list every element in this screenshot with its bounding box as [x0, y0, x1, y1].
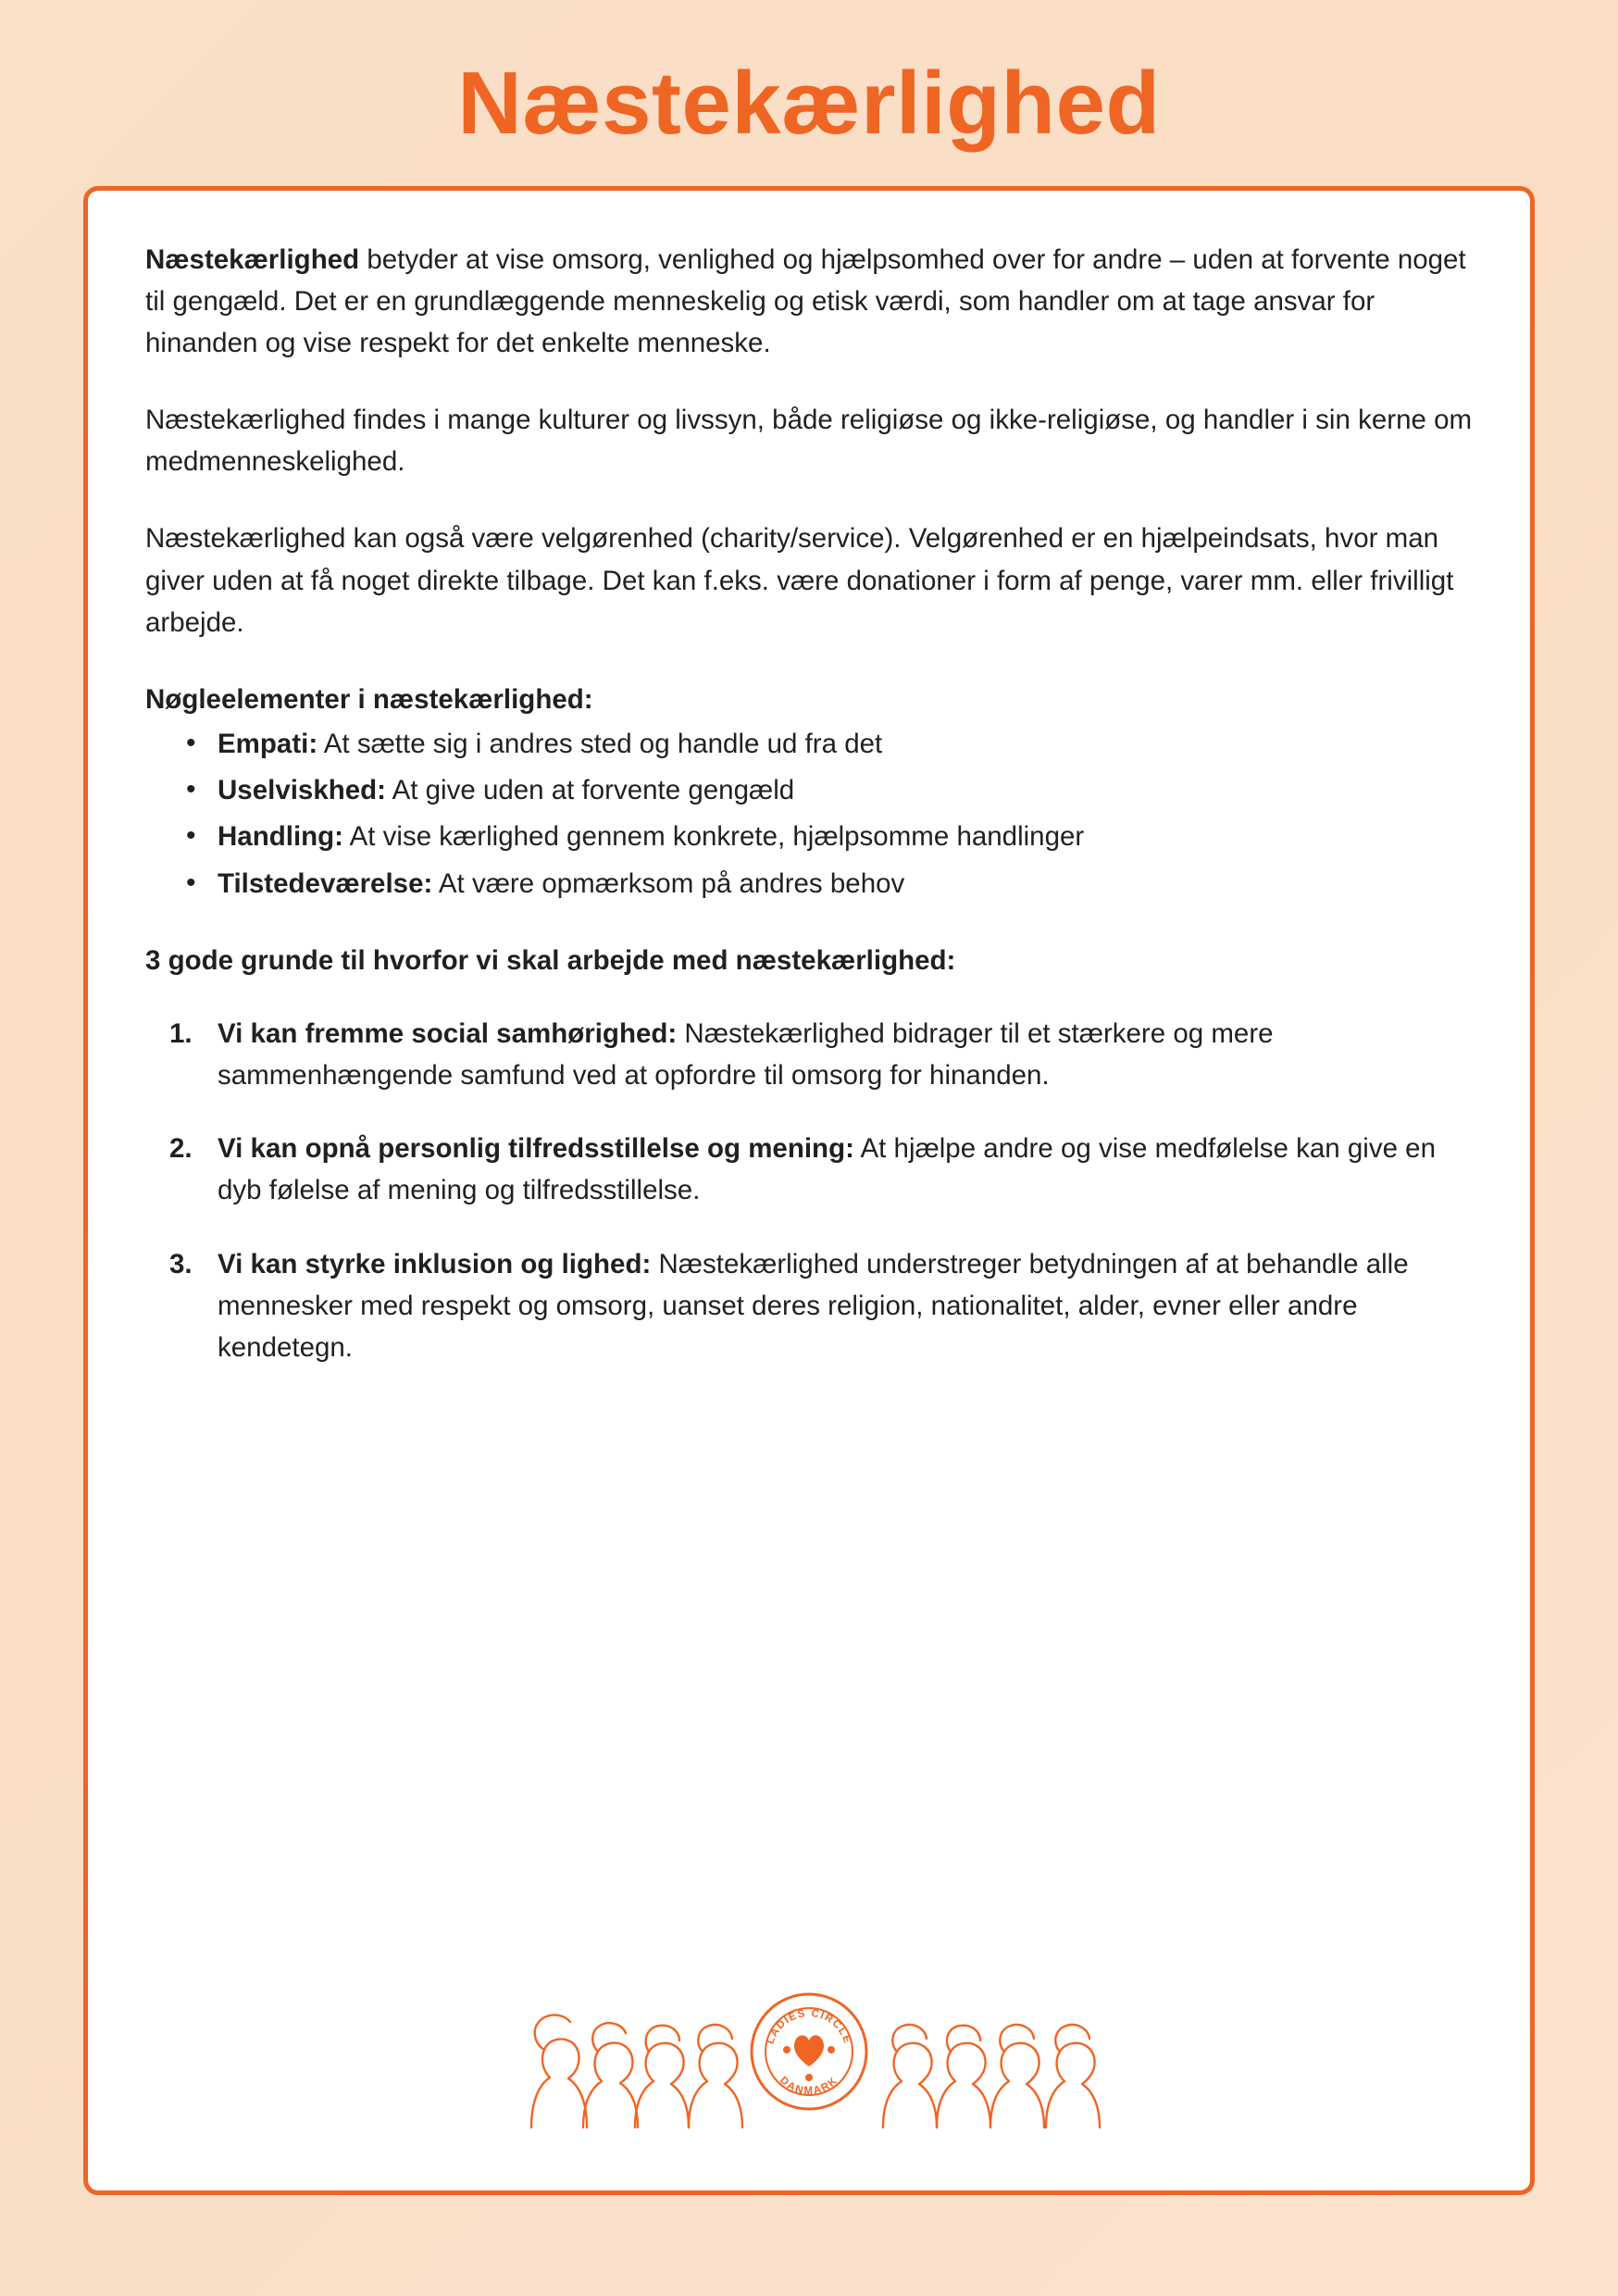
key-elements-heading: Nøgleelementer i næstekærlighed: — [145, 683, 593, 715]
reason-desc: Næstekærlighed understreger betydningen af at behandle alle mennesker med respekt og omsorg, uanset deres religion, nationalitet, alder, evner eller andre kendetegn. — [218, 1248, 1409, 1363]
paragraph-lead-term: Næstekærlighed — [145, 243, 360, 275]
list-item-term: Empati: — [218, 728, 318, 759]
reasons-heading: 3 gode grunde til hvorfor vi skal arbejde med næstekærlighed: — [145, 944, 956, 976]
intro-section — [145, 239, 1473, 1368]
ladies-circle-danmark-logo — [494, 1963, 1124, 2129]
emblem-top-text: LADIES CIRCLE — [765, 2007, 853, 2046]
list-item-term: Tilstedeværelse: — [218, 867, 433, 899]
list-item-term: Handling: — [218, 821, 344, 853]
reason-term: Vi kan fremme social samhørighed: — [218, 1018, 678, 1050]
reason-item — [169, 1013, 1473, 1096]
list-item-desc: At give uden at forvente gengæld — [386, 775, 795, 806]
emblem — [752, 1994, 866, 2109]
key-elements-list — [145, 724, 1473, 905]
paragraph-cultures: Næstekærlighed findes i mange kulturer og livssyn, både religiøse og ikke-religiøse, og handler i sin kerne om medmenneskelighed. — [145, 405, 1473, 478]
reason-desc: Næstekærlighed bidrager til et stærkere og mere sammenhængende samfund ved at opfordre til omsorg for hinanden. — [218, 1018, 1274, 1092]
reason-term: Vi kan opnå personlig tilfredsstillelse og mening: — [218, 1133, 854, 1165]
paragraph-charity: Næstekærlighed kan også være velgørenhed (charity/service). Velgørenhed er en hjælpeindsats, hvor man giver uden at få noget direkte tilbage. Det kan f.eks. være donationer i form af penge, varer mm. eller frivilligt arbejde. — [145, 523, 1454, 638]
reason-item — [169, 1128, 1473, 1211]
paragraph-definition — [145, 239, 1473, 364]
list-item-desc: At vise kærlighed gennem konkrete, hjælpsomme handlinger — [343, 821, 1085, 853]
reason-term: Vi kan styrke inklusion og lighed: — [218, 1248, 652, 1279]
list-item-desc: At sætte sig i andres sted og handle ud fra det — [317, 728, 883, 759]
content-card — [83, 186, 1535, 2195]
list-item — [186, 864, 1473, 905]
reason-desc: At hjælpe andre og vise medfølelse kan give en dyb følelse af mening og tilfredsstillelse. — [218, 1133, 1436, 1206]
list-item — [186, 817, 1473, 857]
page-title: Næstekærlighed — [457, 54, 1161, 153]
reason-item — [169, 1243, 1473, 1368]
logo-area — [88, 1963, 1530, 2129]
list-item — [186, 724, 1473, 765]
paragraph-text: betyder at vise omsorg, venlighed og hjælpsomhed over for andre – uden at forvente noget til gengæld. Det er en grundlæggende menneskelig og etisk værdi, som handler om at tage ansvar for hinanden og vise respekt for det enkelte menneske. — [145, 243, 1466, 359]
emblem-bottom-text: DANMARK — [777, 2074, 841, 2097]
reasons-list — [145, 1013, 1473, 1368]
list-item-desc: At være opmærksom på andres behov — [432, 867, 905, 899]
list-item-term: Uselviskhed: — [218, 775, 386, 806]
list-item — [186, 770, 1473, 811]
